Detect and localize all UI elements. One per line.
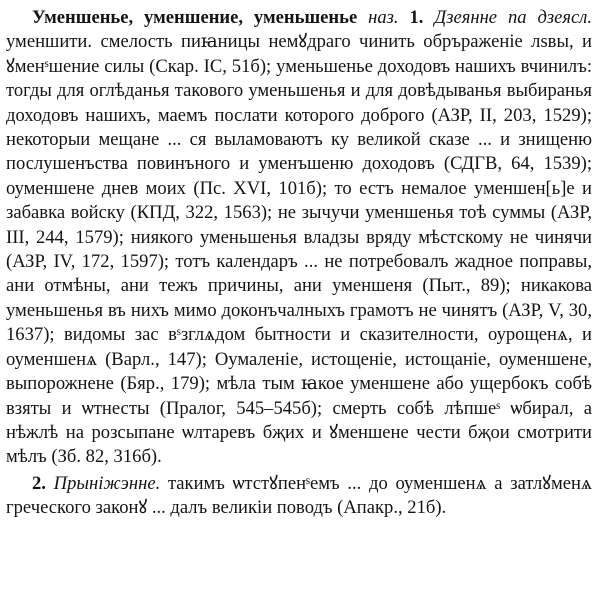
sense-1-paragraph bbox=[6, 6, 592, 470]
sense-2-gloss: Прыніжэнне. bbox=[53, 472, 161, 494]
sense-2-paragraph bbox=[6, 472, 592, 521]
sense-1-text: уменшити. смелость пиꙗницы немꙋдраго чинить обръраженiе лѕвы, и ꙋменˢшение силы (Скар. ІС, 51б); уменьшенье доходовъ нашихъ вчинилъ: тогды для оглѣданья такового уменьшенья и для довѣдыванья выбиранья доходовъ нашихъ, маемъ послати которого доброго (АЗР, II, 203, 1529); некоторыи мещане ... ся выламоваютъ ку великой сказе ... и знищеню послушенъства повинъного и уменъшеню доходовъ (СДГВ, 64, 1539); оуменшене днев моих (Пс. XVI, 101б); то естъ немалое уменшен[ь]е и забавка войску (КПД, 322, 1563); не зычучи уменшенья тоѣ суммы (АЗР, III, 244, 1579); ниякого уменьшенья владзы вряду мѣстскому не чинячи (АЗР, IV, 172, 1597); тотъ календаръ ... не потребовалъ жадное поправы, ани отмѣны, ани тежъ причины, ани уменшеня (Пыт., 89); никакова уменьшенья въ нихъ мимо доконъчалныхъ грамотъ не чинятъ (АЗР, V, 30, 1637); видомы зас вˢзглѧдом бытности и сказителности, оурощенѧ, и оуменшенѧ (Варл., 147); Оумаленiе, истощенiе, истощанiе, оуменшене, выпорожнене (Бяр., 179); мѣла тым ꙗкое уменшене або ущербокъ собѣ взяты и ѡтнесты (Пралог, 545–545б); смерть собѣ лѣпшеˢ ѡбирал, а нѣжлѣ на розсыпане ѡлтаревъ бҗих и ꙋменшене чести бҗои смотрити мѣлъ (Зб. 82, 316б). bbox=[6, 31, 592, 468]
sense-2-text: такимъ ѡтстꙋпенˢемъ ... до оуменшенѧ а затлꙋменѧ греческого законꙋ ... далъ великiи поводъ (Апакр., 21б). bbox=[6, 472, 592, 519]
part-of-speech: наз. bbox=[368, 7, 399, 28]
sense-1-number: 1. bbox=[409, 7, 424, 28]
headword: Уменшенье, уменшение, уменьшенье bbox=[32, 7, 358, 28]
sense-1-gloss: Дзеянне па дзеясл. bbox=[434, 7, 593, 28]
sense-2-number: 2. bbox=[32, 472, 46, 494]
